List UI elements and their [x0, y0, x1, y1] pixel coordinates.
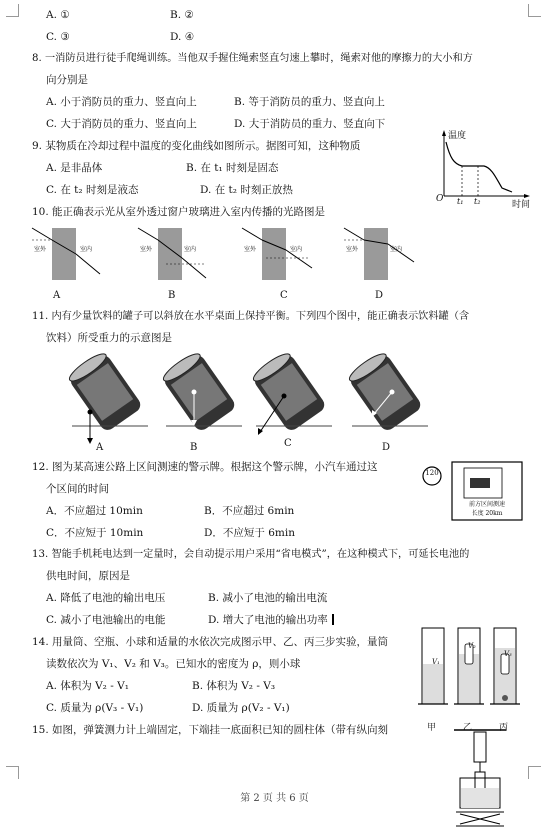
sign-caption-line2: 长度 20km: [471, 510, 503, 517]
graph-y-label: 温度: [448, 131, 467, 141]
cylinder-2-volume-label: V₂: [468, 642, 476, 650]
can-figure-a-label: A: [96, 442, 104, 453]
q12-option-a: A．不应超过 10min: [46, 505, 143, 517]
can-figure-b-label: B: [190, 442, 198, 453]
diagram-a-label: A: [53, 290, 61, 301]
q12-option-c: C．不应短于 10min: [46, 527, 144, 539]
diagram-b-label: B: [168, 290, 176, 301]
diagram-c-outside-label: 室外: [244, 246, 257, 253]
tilted-can-figure-a: [60, 352, 150, 444]
crop-mark-top-left: [6, 4, 19, 17]
crop-mark-bottom-left: [6, 766, 19, 779]
diagram-b-outside-label: 室外: [140, 246, 153, 253]
diagram-c-inside-label: 室内: [290, 246, 303, 253]
q8-option-c: C. 大于消防员的重力、竖直向上: [46, 118, 197, 130]
graph-origin-label: O: [436, 194, 444, 204]
q14-option-a: A. 体积为 V₂ - V₁: [46, 680, 129, 692]
sign-speed-limit: 120: [425, 469, 439, 477]
graph-x-label: 时间: [512, 200, 531, 210]
q14-option-b: B. 体积为 V₂ - V₃: [192, 680, 276, 692]
q9-option-b: B. 在 t₁ 时刻是固态: [186, 162, 279, 174]
q12-stem-line1: 12. 图为某高速公路上区间测速的警示牌。根据这个警示牌，小汽车通过这: [32, 461, 378, 473]
q14-option-c: C. 质量为 ρ(V₃ - V₁): [46, 702, 144, 714]
diagram-a-outside-label: 室外: [34, 246, 47, 253]
q8-option-a: A. 小于消防员的重力、竖直向上: [46, 96, 197, 108]
light-path-diagram-c: [240, 224, 320, 284]
q13-option-a: A. 降低了电池的输出电压: [46, 592, 166, 604]
q9-option-d: D. 在 t₂ 时刻正放热: [200, 184, 293, 196]
crop-mark-bottom-right: [528, 766, 541, 779]
q14-stem-line1: 14. 用量筒、空瓶、小球和适量的水依次完成图示甲、乙、丙三步实验，量筒: [32, 636, 389, 648]
q8-stem-line2: 向分别是: [46, 74, 88, 86]
q14-option-d: D. 质量为 ρ(V₂ - V₁): [192, 702, 290, 714]
light-path-diagram-a: [30, 224, 110, 284]
q15-stem-line1: 15. 如图，弹簧测力计上端固定，下端挂一底面积已知的圆柱体（带有纵向刻: [32, 724, 389, 736]
q11-stem-line2: 饮料）所受重力的示意图是: [46, 332, 172, 344]
cylinder-2-label: 乙: [463, 723, 473, 733]
q10-stem: 10. 能正确表示光从室外透过窗户玻璃进入室内传播的光路图是: [32, 206, 326, 218]
q8-option-b: B. 等于消防员的重力、竖直向上: [234, 96, 385, 108]
can-figure-d-label: D: [382, 442, 391, 453]
graduated-cylinders-figure: [416, 624, 524, 718]
cooling-curve-graph: [432, 128, 532, 208]
q7-option-a: A. ①: [46, 9, 70, 21]
diagram-d-inside-label: 室内: [390, 246, 403, 253]
q13-option-c: C. 减小了电池输出的电能: [46, 614, 166, 626]
tilted-can-figure-b: [154, 352, 244, 444]
graph-t1-label: t₁: [457, 197, 464, 206]
light-path-diagram-b: [136, 224, 216, 284]
graph-t2-label: t₂: [474, 197, 481, 206]
q12-option-d: D．不应短于 6min: [204, 527, 296, 539]
cylinder-3-volume-label: V₃: [504, 650, 512, 658]
q12-option-b: B．不应超过 6min: [204, 505, 295, 517]
sign-caption-line1: 前方区间测速: [468, 501, 505, 508]
q13-stem-line2: 供电时间，原因是: [46, 570, 130, 582]
q8-stem-line1: 8. 一消防员进行徒手爬绳训练。当他双手握住绳索竖直匀速上攀时，绳索对他的摩擦力的大小和方: [32, 53, 473, 64]
tilted-can-figure-d: [340, 352, 430, 444]
q9-option-a: A. 是非晶体: [46, 162, 103, 174]
crop-mark-top-right: [528, 4, 541, 17]
q13-option-b: B. 减小了电池的输出电流: [208, 592, 328, 604]
q7-option-d: D. ④: [170, 31, 195, 43]
cylinder-1-volume-label: V₁: [432, 658, 440, 666]
q7-option-c: C. ③: [46, 31, 70, 43]
q13-stem-line1: 13. 智能手机耗电达到一定量时，会自动提示用户采用“省电模式”，在这种模式下，可延长电池的: [32, 549, 470, 560]
diagram-d-outside-label: 室外: [346, 246, 359, 253]
q9-stem: 9. 某物质在冷却过程中温度的变化曲线如图所示。据图可知，这种物质: [32, 140, 361, 152]
page-footer: 第 2 页 共 6 页: [240, 793, 309, 804]
text-cursor: [332, 614, 334, 625]
q11-stem-line1: 11. 内有少量饮料的罐子可以斜放在水平桌面上保持平衡。下列四个图中，能正确表示饮料罐（含: [32, 311, 470, 322]
q13-option-d-row: [208, 613, 334, 627]
q7-option-b: B. ②: [170, 9, 194, 21]
diagram-a-inside-label: 室内: [80, 246, 93, 253]
diagram-b-inside-label: 室内: [184, 246, 197, 253]
spring-scale-figure: [446, 728, 518, 828]
q13-option-d: D. 增大了电池的输出功率: [208, 614, 328, 626]
diagram-d-label: D: [375, 290, 384, 301]
q12-stem-line2: 个区间的时间: [46, 483, 109, 495]
light-path-diagram-d: [342, 224, 422, 284]
q8-option-d: D. 大于消防员的重力、竖直向下: [234, 118, 386, 130]
tilted-can-figure-c: [244, 352, 334, 444]
can-figure-c-label: C: [284, 438, 292, 449]
cylinder-3-label: 丙: [499, 723, 509, 733]
q9-option-c: C. 在 t₂ 时刻是液态: [46, 184, 139, 196]
diagram-c-label: C: [280, 290, 288, 301]
cylinder-1-label: 甲: [427, 723, 437, 733]
q14-stem-line2: 读数依次为 V₁、V₂ 和 V₃。已知水的密度为 ρ，则小球: [46, 658, 301, 670]
